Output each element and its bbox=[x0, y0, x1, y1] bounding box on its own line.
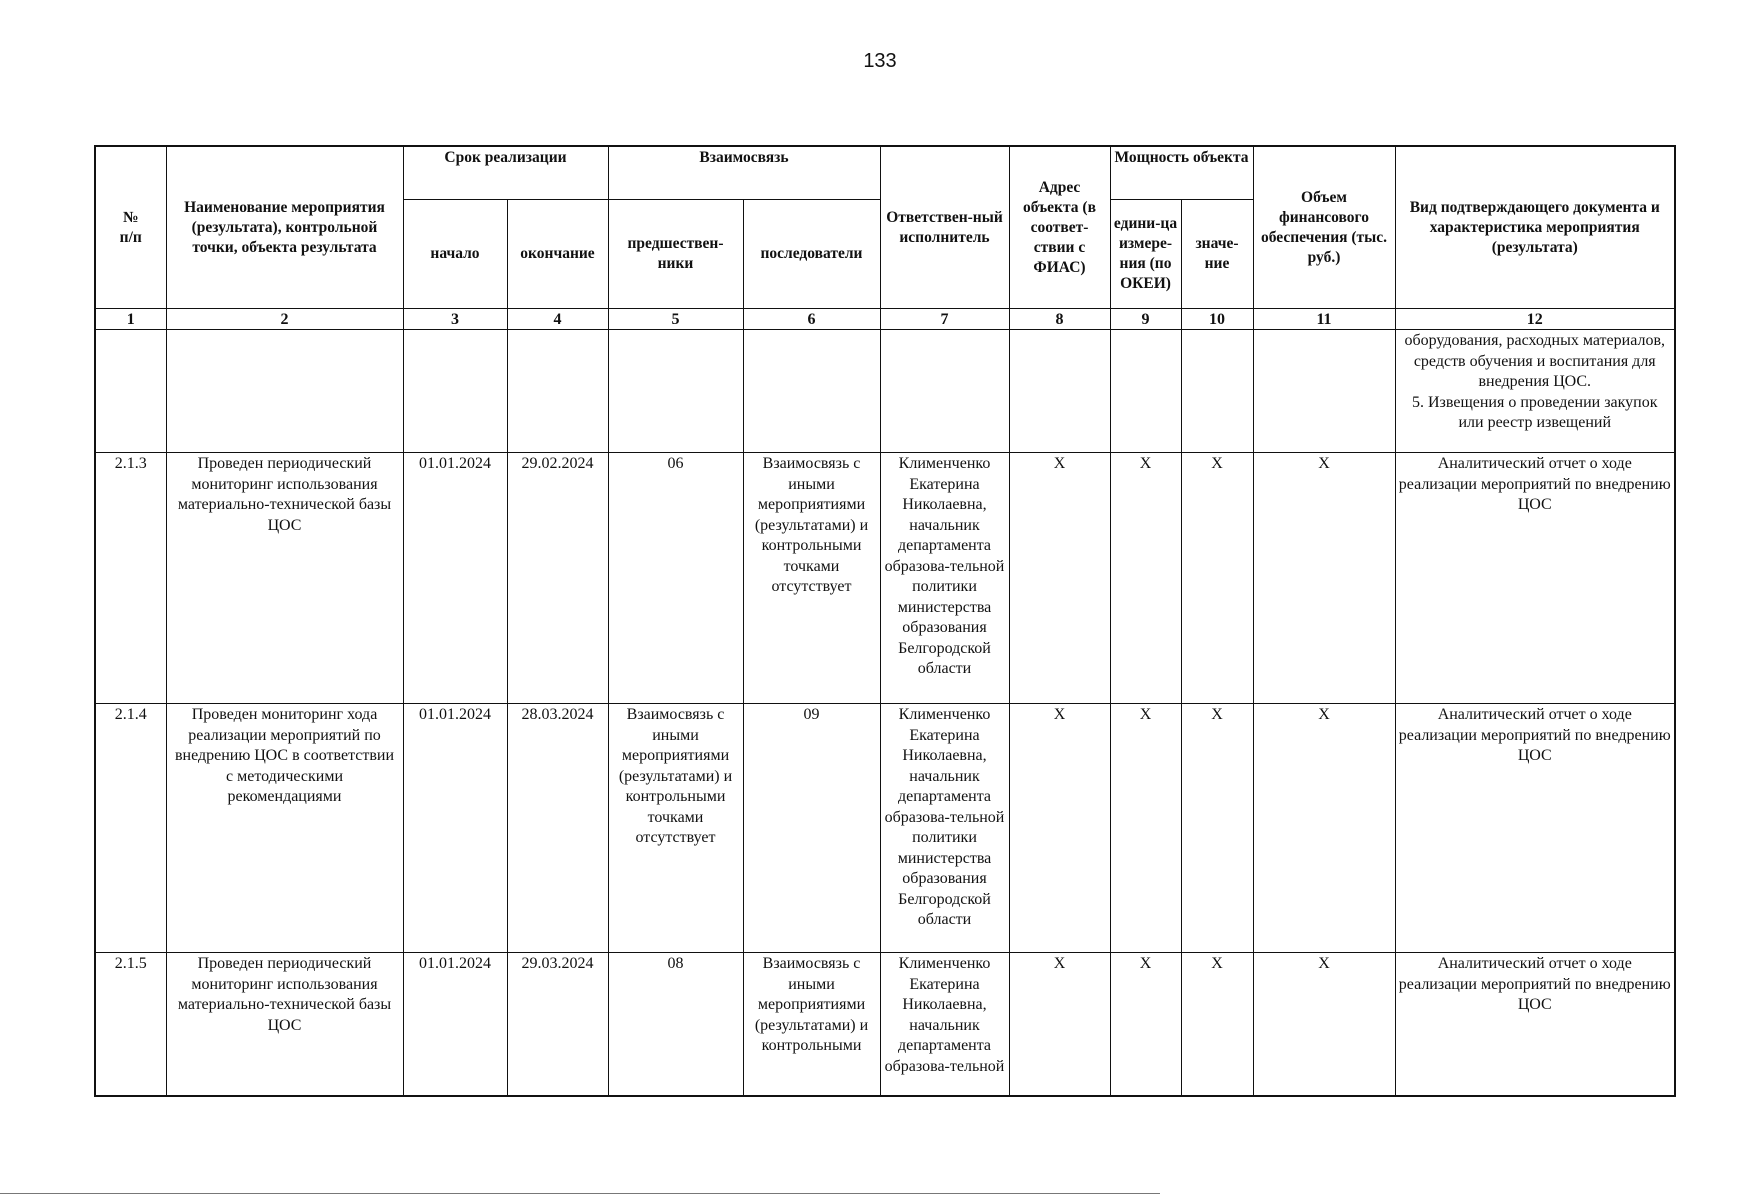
header-unit: едини-ца измере-ния (по ОКЕИ) bbox=[1110, 200, 1181, 309]
row-num: 2.1.5 bbox=[95, 953, 166, 1097]
row-addr: X bbox=[1009, 453, 1110, 704]
header-doc: Вид подтверждающего документа и характеристика мероприятия (результата) bbox=[1395, 146, 1675, 309]
column-number: 1 bbox=[95, 309, 166, 330]
row-name: Проведен периодический мониторинг использования материально-технической базы ЦОС bbox=[166, 953, 403, 1097]
row-resp: Клименченко Екатерина Николаевна, начальник департамента образова-тельной политики министерства образования Белгородской области bbox=[880, 704, 1009, 953]
row-addr: X bbox=[1009, 704, 1110, 953]
header-pred: предшествен-ники bbox=[608, 200, 743, 309]
row-value: X bbox=[1181, 453, 1253, 704]
row-value: X bbox=[1181, 953, 1253, 1097]
row-doc: Аналитический отчет о ходе реализации мероприятий по внедрению ЦОС bbox=[1395, 704, 1675, 953]
column-number-row bbox=[95, 309, 1675, 330]
row-unit: X bbox=[1110, 953, 1181, 1097]
column-number: 5 bbox=[608, 309, 743, 330]
row-unit: X bbox=[1110, 704, 1181, 953]
column-number: 9 bbox=[1110, 309, 1181, 330]
empty-cell bbox=[1009, 330, 1110, 453]
empty-cell bbox=[95, 330, 166, 453]
row-pred: 08 bbox=[608, 953, 743, 1097]
empty-cell bbox=[403, 330, 507, 453]
row-succ: Взаимосвязь с иными мероприятиями (результатами) и контрольными bbox=[743, 953, 880, 1097]
column-number: 7 bbox=[880, 309, 1009, 330]
header-term-start: начало bbox=[403, 200, 507, 309]
row-num: 2.1.3 bbox=[95, 453, 166, 704]
column-number: 8 bbox=[1009, 309, 1110, 330]
empty-cell bbox=[507, 330, 608, 453]
empty-cell bbox=[1181, 330, 1253, 453]
column-number: 3 bbox=[403, 309, 507, 330]
column-number: 10 bbox=[1181, 309, 1253, 330]
column-number: 2 bbox=[166, 309, 403, 330]
row-name: Проведен периодический мониторинг использования материально-технической базы ЦОС bbox=[166, 453, 403, 704]
row-succ: Взаимосвязь с иными мероприятиями (результатами) и контрольными точками отсутствует bbox=[743, 453, 880, 704]
row-start: 01.01.2024 bbox=[403, 453, 507, 704]
header-term: Срок реализации bbox=[403, 146, 608, 200]
empty-cell bbox=[166, 330, 403, 453]
row-num: 2.1.4 bbox=[95, 704, 166, 953]
empty-cell bbox=[608, 330, 743, 453]
continuation-doc: оборудования, расходных материалов, средств обучения и воспитания для внедрения ЦОС. 5. Извещения о проведении закупок или реестр извещений bbox=[1395, 330, 1675, 453]
column-number: 4 bbox=[507, 309, 608, 330]
row-start: 01.01.2024 bbox=[403, 704, 507, 953]
empty-cell bbox=[1110, 330, 1181, 453]
row-name: Проведен мониторинг хода реализации мероприятий по внедрению ЦОС в соответствии с методическими рекомендациями bbox=[166, 704, 403, 953]
header-row-1 bbox=[95, 146, 1675, 200]
header-relation: Взаимосвязь bbox=[608, 146, 880, 200]
empty-cell bbox=[743, 330, 880, 453]
row-unit: X bbox=[1110, 453, 1181, 704]
row-doc: Аналитический отчет о ходе реализации мероприятий по внедрению ЦОС bbox=[1395, 453, 1675, 704]
empty-cell bbox=[1253, 330, 1395, 453]
row-end: 29.02.2024 bbox=[507, 453, 608, 704]
continuation-row bbox=[95, 330, 1675, 453]
header-resp: Ответствен-ный исполнитель bbox=[880, 146, 1009, 309]
row-resp: Клименченко Екатерина Николаевна, начальник департамента образова-тельной политики министерства образования Белгородской области bbox=[880, 453, 1009, 704]
scan-edge-line bbox=[0, 1193, 1160, 1194]
row-value: X bbox=[1181, 704, 1253, 953]
row-doc: Аналитический отчет о ходе реализации мероприятий по внедрению ЦОС bbox=[1395, 953, 1675, 1097]
plan-table bbox=[94, 145, 1676, 1097]
header-value: значе-ние bbox=[1181, 200, 1253, 309]
row-resp: Клименченко Екатерина Николаевна, начальник департамента образова-тельной bbox=[880, 953, 1009, 1097]
column-number: 12 bbox=[1395, 309, 1675, 330]
row-finance: X bbox=[1253, 453, 1395, 704]
column-number: 11 bbox=[1253, 309, 1395, 330]
empty-cell bbox=[880, 330, 1009, 453]
row-finance: X bbox=[1253, 704, 1395, 953]
header-addr: Адрес объекта (в соответ-ствии с ФИАС) bbox=[1009, 146, 1110, 309]
row-pred: 06 bbox=[608, 453, 743, 704]
page-number: 133 bbox=[863, 50, 897, 72]
header-term-end: окончание bbox=[507, 200, 608, 309]
row-succ: 09 bbox=[743, 704, 880, 953]
row-end: 29.03.2024 bbox=[507, 953, 608, 1097]
row-pred: Взаимосвязь с иными мероприятиями (результатами) и контрольными точками отсутствует bbox=[608, 704, 743, 953]
table-row bbox=[95, 704, 1675, 953]
header-num: № п/п bbox=[95, 146, 166, 309]
header-succ: последователи bbox=[743, 200, 880, 309]
row-start: 01.01.2024 bbox=[403, 953, 507, 1097]
column-number: 6 bbox=[743, 309, 880, 330]
row-end: 28.03.2024 bbox=[507, 704, 608, 953]
header-power: Мощность объекта bbox=[1110, 146, 1253, 200]
table-row bbox=[95, 453, 1675, 704]
table-row bbox=[95, 953, 1675, 1097]
row-finance: X bbox=[1253, 953, 1395, 1097]
header-name: Наименование мероприятия (результата), контрольной точки, объекта результата bbox=[166, 146, 403, 309]
row-addr: X bbox=[1009, 953, 1110, 1097]
header-finance: Объем финансового обеспечения (тыс. руб.) bbox=[1253, 146, 1395, 309]
